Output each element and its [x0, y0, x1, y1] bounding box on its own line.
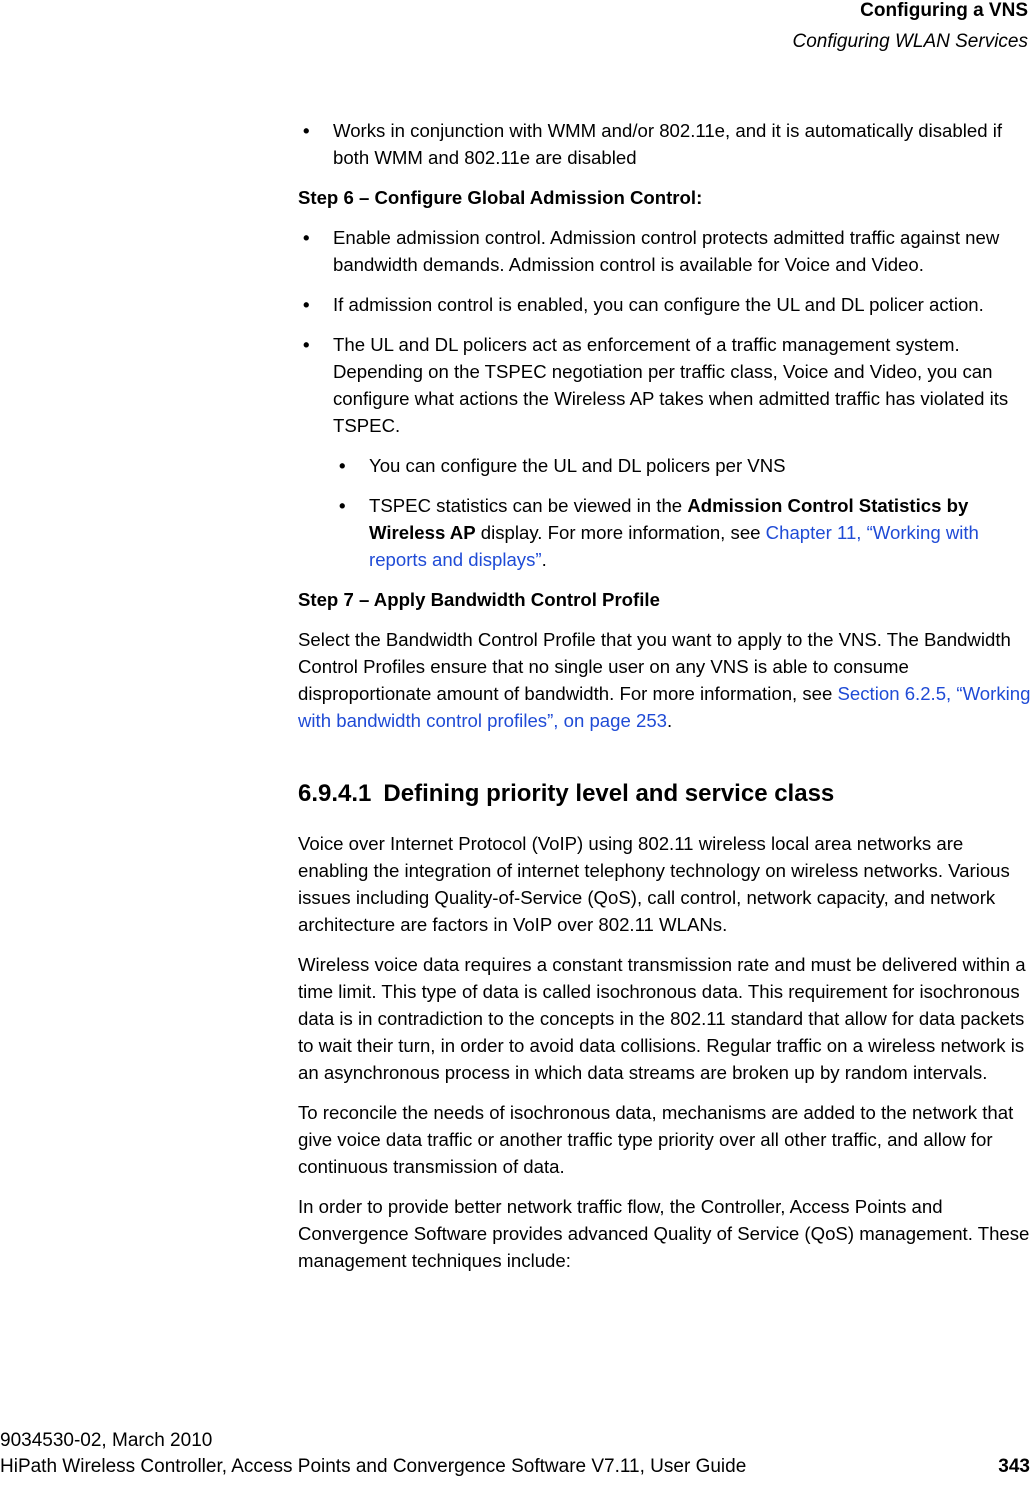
body-paragraph: In order to provide better network traffic flow, the Controller, Access Points and Convergence Software provides advanced Quality of Service (QoS) management. These management techniques include: [298, 1196, 1030, 1271]
step-7-paragraph [298, 626, 1032, 734]
body-paragraph: Voice over Internet Protocol (VoIP) using 802.11 wireless local area networks are enabling the integration of internet telephony technology on wireless networks. Various issues including Quality-of-Service (QoS), call control, network capacity, and network architecture are factors in VoIP over 802.11 WLANs. [298, 833, 1010, 935]
page-content [298, 117, 1032, 1287]
bullet-icon: • [339, 455, 346, 476]
bullet-icon: • [303, 227, 310, 248]
section-number: 6.9.4.1 [298, 780, 372, 807]
list-item [298, 117, 1032, 171]
list-item-text: Works in conjunction with WMM and/or 802.11e, and it is automatically disabled if both WMM and 802.11e are disabled [333, 120, 1003, 168]
body-paragraph: Wireless voice data requires a constant transmission rate and must be delivered within a time limit. This type of data is called isochronous data. This requirement for isochronous data is in contradiction to the concepts in the 802.11 standard that allow for data packets to wait their turn, in order to avoid data collisions. Regular traffic on a wireless network is an asynchronous process in which data streams are broken up by random intervals. [298, 954, 1026, 1083]
step-7-heading: Step 7 – Apply Bandwidth Control Profile [298, 589, 660, 610]
section-heading [298, 778, 1032, 810]
bullet-icon: • [303, 334, 310, 355]
section-6-2-5-link[interactable]: Section 6.2.5, “Working with bandwidth control profiles”, on page 253 [298, 683, 1031, 731]
list-item-text-mid: display. For more information, see [475, 522, 766, 543]
bullet-icon: • [303, 120, 310, 141]
footer [0, 1428, 746, 1480]
list-item-text-pre: TSPEC statistics can be viewed in the [369, 495, 688, 516]
list-item-text-post: . [541, 549, 547, 570]
running-header-section: Configuring WLAN Services [792, 31, 1028, 52]
bullet-icon: • [303, 294, 310, 315]
sub-list-item [298, 492, 1032, 573]
ui-element-reference: Admission Control Statistics by Wireless AP [369, 495, 969, 543]
section-title: Defining priority level and service class [383, 780, 835, 807]
list-item-text: If admission control is enabled, you can configure the UL and DL policer action. [333, 294, 984, 315]
bullet-icon: • [339, 495, 346, 516]
running-header-chapter: Configuring a VNS [860, 0, 1028, 21]
list-item-text: Enable admission control. Admission control protects admitted traffic against new bandwidth demands. Admission control is available for Voice and Video. [333, 227, 1000, 275]
list-item-text: You can configure the UL and DL policers per VNS [369, 455, 786, 476]
list-item [298, 331, 1032, 439]
footer-doc-id: 9034530-02, March 2010 [0, 1430, 213, 1451]
footer-guide-title: HiPath Wireless Controller, Access Points and Convergence Software V7.11, User Guide [0, 1456, 747, 1477]
paragraph-text: Select the Bandwidth Control Profile that you want to apply to the VNS. The Bandwidth Control Profiles ensure that no single user on any VNS is able to consume disproportionate amount of bandwidth. For more information, see [298, 629, 1011, 704]
body-paragraph: To reconcile the needs of isochronous data, mechanisms are added to the network that give voice data traffic or another traffic type priority over all other traffic, and allow for continuous transmission of data. [298, 1102, 1014, 1177]
step-6-heading: Step 6 – Configure Global Admission Control: [298, 187, 703, 208]
list-item-text: The UL and DL policers act as enforcement of a traffic management system. Depending on the TSPEC negotiation per traffic class, Voice and Video, you can configure what actions the Wireless AP takes when admitted traffic has violated its TSPEC. [333, 334, 1009, 436]
chapter-11-link[interactable]: Chapter 11, “Working with reports and displays” [369, 522, 979, 570]
list-item [298, 291, 1032, 318]
page-number: 343 [998, 1456, 1030, 1477]
sub-list-item [298, 452, 1032, 479]
paragraph-text-post: . [667, 710, 673, 731]
list-item [298, 224, 1032, 278]
